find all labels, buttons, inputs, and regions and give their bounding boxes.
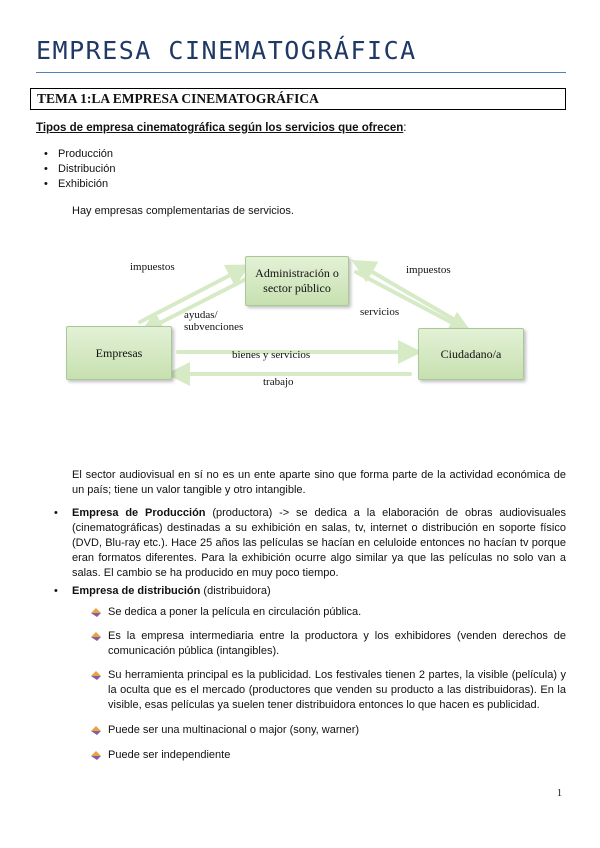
ayudas-label-line1: ayudas/ [184, 309, 218, 321]
empresas-node [66, 326, 172, 380]
distribucion-subitem-text: Puede ser independiente [108, 749, 231, 761]
produccion-title: Empresa de Producción [72, 507, 206, 519]
list-item: • Distribución [58, 162, 115, 177]
distribucion-title: Empresa de distribución [72, 585, 201, 597]
document-title: EMPRESA CINEMATOGRÁFICA [36, 36, 417, 65]
page-number: 1 [557, 788, 562, 799]
admin-node-line1: Administración o [255, 266, 339, 280]
arrow-servicios [356, 272, 462, 328]
distribucion-item [72, 584, 271, 599]
complementary-note: Hay empresas complementarias de servicios. [72, 205, 294, 217]
ciudadano-label: Ciudadano/a [440, 346, 502, 361]
impuestos-right-label: impuestos [406, 264, 451, 276]
ciudadano-node [418, 328, 524, 380]
admin-node [245, 256, 349, 306]
empresas-label: Empresas [95, 345, 143, 360]
distribucion-subitem [108, 629, 566, 659]
distribucion-subitem-text: Puede ser una multinacional o major (sony, warner) [108, 724, 360, 736]
arrow-bullet-icon [90, 725, 102, 736]
sector-paragraph: El sector audiovisual en sí no es un ente aparte sino que forma parte de la actividad económica de un país; tiene un valor tangible y otro intangible. [72, 469, 566, 496]
produccion-text: (productora) -> se dedica a la elaboración de obras audiovisuales (cinematográficas) destinadas a su exhibición en salas, tv, internet o distribución en soporte físico (DVD, Blu-ray etc.). Hace 25 años las películas se hacían en celuloide entonces no hacían tv porque eran formatos diferentes. Para la exhibición ocurre algo similar ya que las películas no solo van a salas. El cambio se ha producido en muy poco tiempo. [72, 507, 566, 579]
types-heading-text: Tipos de empresa cinematográfica según los servicios que ofrecen [36, 122, 404, 134]
distribucion-subitem-text: Su herramienta principal es la publicidad. Los festivales tienen 2 partes, la visible (película) y la oculta que es el mercado (productores que venden su producto a las distribuidoras). En la visible, esas películas ya suelen tener distribuidora entonces lo que hacen es publicidad. [108, 669, 566, 711]
economic-flow-diagram [0, 0, 600, 400]
produccion-item [72, 506, 566, 581]
ayudas-label-line2: subvenciones [184, 321, 244, 333]
arrow-bullet-icon [90, 631, 102, 642]
list-item: • Producción [58, 147, 115, 162]
distribucion-text: (distribuidora) [200, 585, 271, 597]
trabajo-label: trabajo [263, 376, 294, 388]
distribucion-subitem-text: Se dedica a poner la película en circulación pública. [108, 606, 362, 618]
servicios-label: servicios [360, 306, 400, 318]
tema-heading: TEMA 1:LA EMPRESA CINEMATOGRÁFICA [37, 91, 319, 106]
bienes-servicios-label: bienes y servicios [232, 349, 311, 361]
admin-node-line2: sector público [263, 281, 331, 295]
types-heading-colon: : [403, 122, 407, 134]
distribucion-subitem [108, 668, 566, 713]
distribucion-subitem [108, 748, 566, 763]
distribucion-subitem [108, 605, 566, 620]
distribucion-subitem-text: Es la empresa intermediaria entre la productora y los exhibidores (venden derechos de comunicación pública (intangibles). [108, 630, 566, 657]
distribucion-subitem [108, 723, 566, 738]
arrow-bullet-icon [90, 750, 102, 761]
impuestos-left-label: impuestos [130, 261, 175, 273]
arrow-bullet-icon [90, 607, 102, 618]
arrow-bullet-icon [90, 670, 102, 681]
list-item: • Exhibición [58, 177, 115, 192]
